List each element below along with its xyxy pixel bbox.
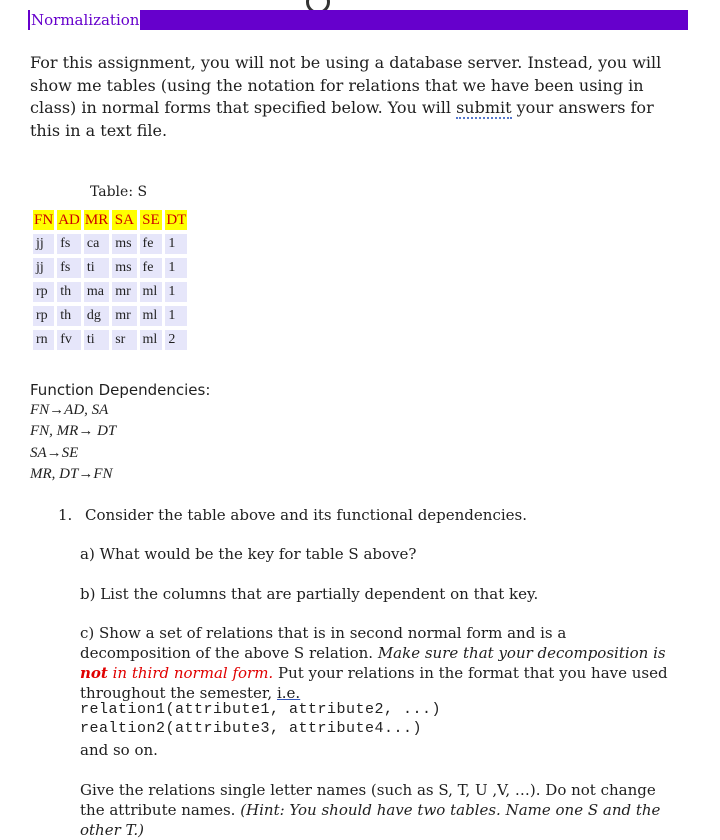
table-cell: ms (112, 258, 136, 278)
section-title: Normalization (31, 11, 140, 29)
table-cell: fs (57, 258, 81, 278)
part-c-ie: i.e. (276, 684, 301, 702)
intro-text-before: For this assignment, you will not be using a database server. Instead, you will show me tables (using the notation for relations that we have been using in class) in normal forms that specified below. You will (30, 53, 662, 117)
question-number: 1. (58, 506, 73, 524)
relation-table-s (30, 206, 190, 354)
table-row (33, 282, 187, 302)
question-part-a: a) What would be the key for table S above? (80, 545, 417, 563)
table-cell: ml (140, 306, 163, 326)
part-c-make-sure: Make sure that your decomposition is (377, 644, 666, 662)
table-cell: th (57, 306, 81, 326)
question-part-b: b) List the columns that are partially dependent on that key. (80, 585, 539, 603)
table-row (33, 234, 187, 254)
table-cell: fe (140, 258, 163, 278)
dependency-line: SA→SE (30, 445, 79, 461)
header-cell: MR (84, 210, 109, 230)
table-cell: fe (140, 234, 163, 254)
table-cell: ti (84, 258, 109, 278)
dependencies-title: Function Dependencies: (30, 381, 211, 399)
section-header-bar (28, 10, 688, 30)
table-cell: th (57, 282, 81, 302)
code-line: relation1(attribute1, attribute2, ...) (80, 701, 442, 718)
question-text: Consider the table above and its functional dependencies. (85, 506, 527, 524)
table-cell: rn (33, 330, 54, 350)
table-cell: 1 (165, 258, 187, 278)
table-cell: rp (33, 282, 54, 302)
intro-text-after: your answers for this in a text file. (30, 98, 654, 140)
part-c-put: Put your relations in the format that you have used throughout the semester, (80, 664, 668, 702)
dependency-line: FN→AD, SA (30, 402, 109, 418)
table-row (33, 306, 187, 326)
part-c-lead: c) Show a set of relations that is in second normal form and is a decomposition of the above S relation. (80, 624, 567, 662)
table-cell: ma (84, 282, 109, 302)
code-line: realtion2(attribute3, attribute4...) (80, 720, 423, 737)
header-cell: SE (140, 210, 163, 230)
table-cell: ti (84, 330, 109, 350)
table-cell: ms (112, 234, 136, 254)
table-cell: fv (57, 330, 81, 350)
header-cell: DT (165, 210, 187, 230)
table-cell: dg (84, 306, 109, 326)
and-so-on-text: and so on. (80, 741, 158, 759)
header-cell: FN (33, 210, 54, 230)
table-cell: jj (33, 258, 54, 278)
final-hint: (Hint: You should have two tables. Name one S and the other T.) (80, 801, 661, 839)
table-header-row (33, 210, 187, 230)
dependency-line: FN, MR→ DT (30, 423, 117, 439)
table-cell: ml (140, 330, 163, 350)
table-row (33, 258, 187, 278)
table-cell: 1 (165, 306, 187, 326)
dependency-line: MR, DT→FN (30, 466, 113, 482)
table-row (33, 330, 187, 350)
intro-paragraph (30, 52, 670, 142)
table-cell: sr (112, 330, 136, 350)
header-cell: AD (57, 210, 81, 230)
table-cell: mr (112, 306, 136, 326)
part-c-third-nf: in third normal form. (107, 664, 274, 682)
table-cell: fs (57, 234, 81, 254)
table-cell: mr (112, 282, 136, 302)
table-cell: jj (33, 234, 54, 254)
final-text: Give the relations single letter names (such as S, T, U ,V, …). Do not change the attribute names. (80, 781, 656, 819)
table-caption: Table: S (90, 184, 148, 200)
table-cell: 1 (165, 282, 187, 302)
part-c-not: not (80, 664, 108, 682)
table-cell: 1 (165, 234, 187, 254)
table-cell: ca (84, 234, 109, 254)
table-cell: 2 (165, 330, 187, 350)
table-cell: ml (140, 282, 163, 302)
final-instruction (80, 780, 680, 840)
submit-word: submit (456, 98, 512, 117)
question-part-c (80, 623, 680, 703)
header-cell: SA (112, 210, 136, 230)
table-cell: rp (33, 306, 54, 326)
